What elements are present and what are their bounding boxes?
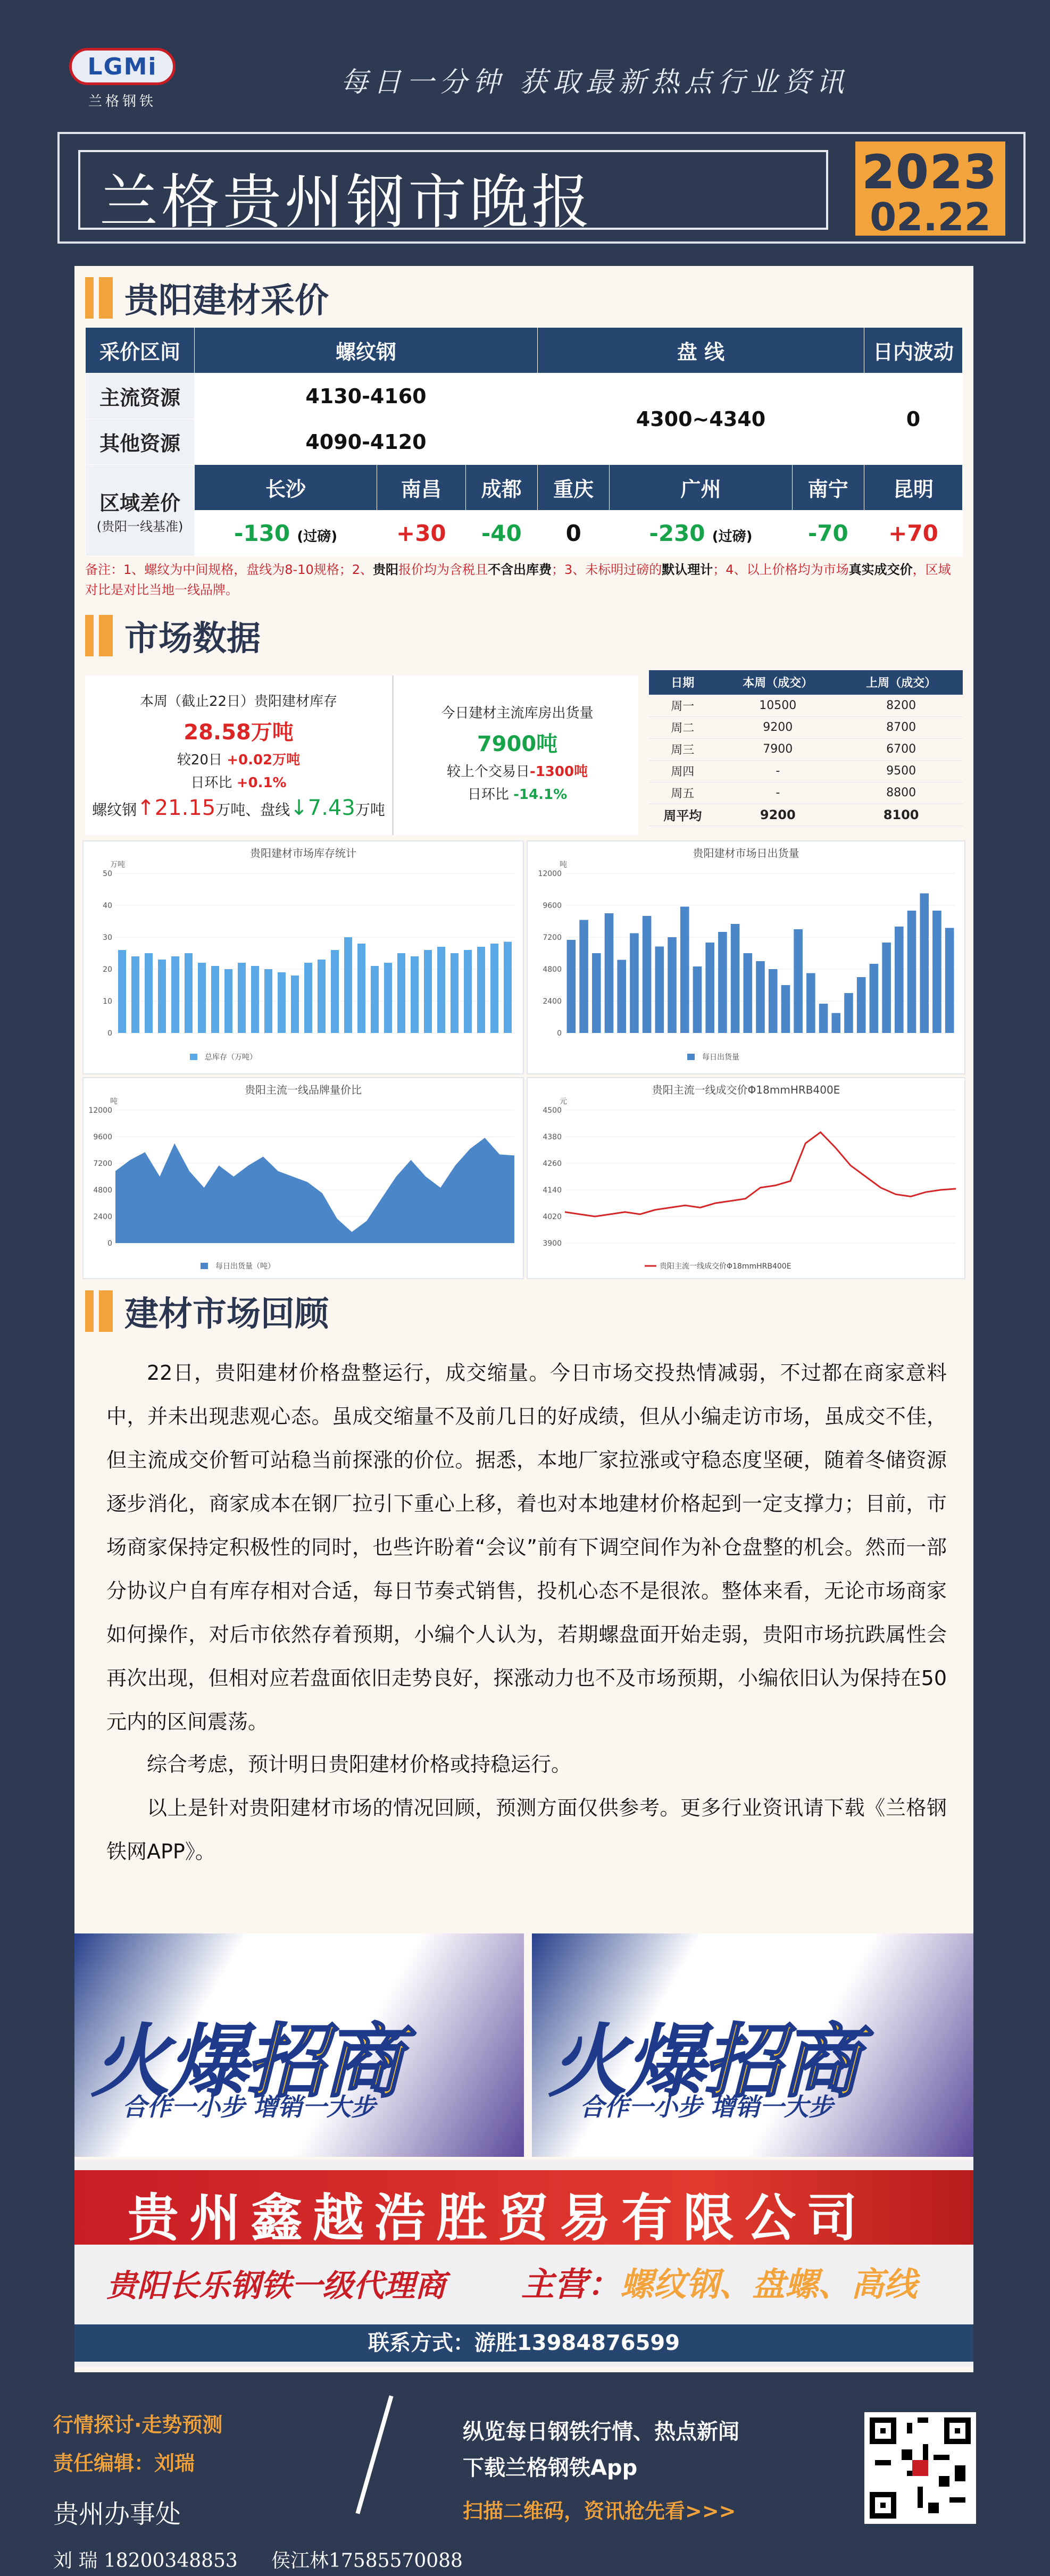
header-intraday: 日内波动 — [864, 328, 963, 373]
y-tick-label: 12000 — [538, 870, 562, 878]
y-tick-label: 9600 — [93, 1133, 112, 1141]
bar — [371, 966, 379, 1033]
legend-label: 每日出货量（吨） — [215, 1262, 275, 1271]
diff-changsha: -130 (过磅) — [195, 511, 377, 556]
bar — [211, 966, 219, 1033]
line-series — [565, 1132, 956, 1216]
legend-swatch — [687, 1054, 695, 1060]
inventory-dod: 日环比 +0.1% — [190, 775, 287, 791]
title-banner — [57, 132, 1026, 244]
bar — [397, 953, 405, 1033]
y-tick-label: 4800 — [543, 965, 562, 974]
inventory-summary — [85, 676, 394, 835]
intraday-change: 0 — [864, 373, 963, 465]
qr-code-icon[interactable] — [864, 2412, 976, 2524]
ad-slogan: 合作一小步 增销一大步 — [122, 2093, 376, 2121]
y-tick-label: 9600 — [543, 902, 562, 910]
shipment-label: 今日建材主流库房出货量 — [441, 705, 594, 721]
table-row: 周三 7900 6700 — [649, 738, 963, 760]
page-title: 兰格贵州钢市晚报 — [99, 168, 593, 236]
ad-company-banner[interactable] — [74, 2160, 973, 2367]
y-axis-unit: 吨 — [560, 861, 567, 869]
footer-contact-1: 刘 瑞 18200348853 — [53, 2550, 238, 2572]
bar — [451, 953, 459, 1033]
bar — [617, 960, 626, 1033]
region-label — [86, 465, 195, 556]
bar — [304, 963, 312, 1033]
ad-company-name: 贵州鑫越浩胜贸易有限公司 — [128, 2188, 868, 2248]
bar — [437, 947, 445, 1033]
y-tick-label: 0 — [107, 1239, 112, 1248]
bar — [731, 924, 740, 1033]
price-table — [85, 327, 963, 556]
bar — [185, 953, 193, 1033]
y-tick-label: 0 — [107, 1029, 112, 1038]
legend-swatch — [190, 1054, 197, 1060]
section-title: 市场数据 — [124, 619, 261, 658]
bar — [769, 969, 778, 1033]
date-badge — [853, 139, 1007, 238]
bar — [424, 950, 432, 1033]
stock-summary — [85, 676, 638, 835]
area-series — [115, 1138, 514, 1243]
ad-products: 主营：螺纹钢、盘螺、高线 — [521, 2265, 918, 2304]
bar — [806, 973, 815, 1033]
section-bar — [99, 615, 113, 656]
y-tick-label: 40 — [103, 902, 112, 910]
section-bar — [85, 615, 94, 656]
table-row: 周四 - 9500 — [649, 760, 963, 782]
shipment-dod: 日环比 -14.1% — [467, 787, 568, 803]
date-month-day: 02.22 — [870, 195, 991, 239]
diff-chengdu: -40 — [465, 511, 537, 556]
section-title: 贵阳建材采价 — [124, 281, 329, 321]
y-tick-label: 2400 — [543, 997, 562, 1006]
bar — [605, 913, 614, 1033]
bar — [357, 944, 365, 1033]
chart-title: 贵阳主流一线成交价Φ18mmHRB400E — [652, 1083, 840, 1096]
bar — [579, 920, 588, 1033]
row-label-other: 其他资源 — [86, 419, 195, 465]
city-kunming: 昆明 — [864, 465, 963, 511]
closing-paragraph: 以上是针对贵阳建材市场的情况回顾，预测方面仅供参考。更多行业资讯请下载《兰格钢铁网APP》。 — [106, 1796, 947, 1863]
wk-header: 上周（成交） — [839, 670, 963, 695]
wire-price: 4300~4340 — [537, 373, 864, 465]
y-tick-label: 50 — [103, 870, 112, 878]
section-title: 建材市场回顾 — [124, 1295, 329, 1334]
qr-code-graphic — [870, 2417, 971, 2519]
bar — [198, 963, 206, 1033]
price-trend-chart-svg — [528, 1078, 966, 1280]
y-tick-label: 4140 — [543, 1186, 562, 1195]
header-rebar: 螺纹钢 — [195, 328, 538, 373]
shipment-change: 较上个交易日-1300吨 — [446, 764, 588, 780]
section-bar — [99, 1290, 113, 1332]
bar — [131, 956, 139, 1033]
y-tick-label: 20 — [103, 965, 112, 974]
shipment-chart — [527, 840, 965, 1074]
table-row: 周平均 9200 8100 — [649, 804, 963, 826]
chart-title: 贵阳主流一线品牌量价比 — [245, 1083, 362, 1096]
ad-banner-left[interactable] — [74, 1933, 524, 2157]
bar — [945, 928, 954, 1033]
diff-nanchang: +30 — [377, 511, 465, 556]
bar — [278, 972, 286, 1033]
report-panel — [74, 266, 973, 2372]
bar — [668, 937, 677, 1033]
bar — [504, 942, 512, 1033]
ad-slogan: 合作一小步 增销一大步 — [580, 2093, 834, 2121]
logo-mark: LGMi — [69, 48, 176, 85]
inventory-value: 28.58万吨 — [184, 720, 294, 745]
bar — [794, 929, 803, 1033]
bar — [844, 993, 853, 1033]
y-tick-label: 2400 — [93, 1213, 112, 1221]
bar — [224, 969, 232, 1033]
y-tick-label: 4020 — [543, 1213, 562, 1221]
price-note: 备注：1、螺纹为中间规格，盘线为8-10规格；2、贵阳报价均为含税且不含出库费；3、未标明过磅的默认理计；4、以上价格均为市场真实成交价，区域对比是对比当地一线品牌。 — [85, 562, 951, 597]
bar — [643, 916, 652, 1033]
bar — [477, 947, 485, 1033]
bar — [857, 977, 866, 1033]
bar — [158, 960, 166, 1033]
city-guangzhou: 广州 — [610, 465, 792, 511]
footer-contact-2: 侯江林17585570088 — [271, 2550, 463, 2572]
region-label-sub: (贵阳一线基准) — [96, 519, 184, 534]
y-tick-label: 0 — [557, 1029, 562, 1038]
bar — [932, 911, 941, 1033]
y-tick-label: 3900 — [543, 1239, 562, 1248]
legend-label: 贵阳主流一线成交价Φ18mmHRB400E — [660, 1262, 791, 1271]
ad-banner-right[interactable] — [532, 1933, 973, 2157]
city-chongqing: 重庆 — [537, 465, 609, 511]
bar — [819, 1004, 828, 1033]
bar — [756, 961, 765, 1033]
y-tick-label: 4260 — [543, 1160, 562, 1168]
bar — [171, 956, 179, 1033]
bar — [264, 969, 272, 1033]
city-chengdu: 成都 — [465, 465, 537, 511]
header-range: 采价区间 — [86, 328, 195, 373]
table-row: 周二 9200 8700 — [649, 716, 963, 738]
y-tick-label: 4800 — [93, 1186, 112, 1195]
header-wire: 盘 线 — [537, 328, 864, 373]
bar — [680, 907, 689, 1033]
y-axis-unit: 吨 — [110, 1097, 118, 1106]
section-bar — [99, 277, 113, 319]
diff-guangzhou: -230 (过磅) — [610, 511, 792, 556]
bar — [831, 1013, 840, 1033]
forecast-paragraph: 综合考虑，预计明日贵阳建材价格或持稳运行。 — [147, 1753, 572, 1776]
legend-swatch — [201, 1263, 208, 1269]
bar — [743, 953, 752, 1033]
bar — [384, 963, 392, 1033]
logo — [69, 48, 197, 112]
weekly-deals-table — [649, 670, 963, 826]
date-year: 2023 — [862, 146, 998, 199]
bar — [895, 927, 904, 1033]
bar — [630, 933, 639, 1033]
bar — [718, 932, 727, 1033]
y-tick-label: 12000 — [88, 1106, 112, 1115]
logo-subtitle: 兰格钢铁 — [88, 94, 156, 110]
bar — [118, 950, 126, 1033]
bar — [411, 956, 419, 1033]
bar — [331, 950, 339, 1033]
table-row: 周五 - 8800 — [649, 782, 963, 804]
bar — [705, 943, 714, 1033]
shipment-value: 7900吨 — [477, 732, 558, 756]
diff-chongqing: 0 — [537, 511, 609, 556]
bar — [344, 937, 352, 1033]
city-nanchang: 南昌 — [377, 465, 465, 511]
y-tick-label: 7200 — [93, 1160, 112, 1168]
footer-editor: 责任编辑：刘瑞 — [53, 2452, 195, 2475]
y-tick-label: 10 — [103, 997, 112, 1006]
bar — [920, 894, 929, 1033]
bar — [464, 950, 472, 1033]
region-label-text: 区域差价 — [99, 491, 180, 515]
legend-label: 每日出货量 — [702, 1053, 739, 1062]
section-header-prices — [85, 274, 329, 322]
bar — [291, 976, 299, 1033]
ad-contact: 联系方式：游胜13984876599 — [74, 2324, 973, 2362]
legend-label: 总库存（万吨） — [205, 1053, 257, 1062]
section-header-market — [85, 612, 261, 660]
tagline: 每日一分钟 获取最新热点行业资讯 — [340, 66, 849, 98]
diff-nanning: -70 — [792, 511, 864, 556]
ad-agent-text: 贵阳长乐钢铁一级代理商 — [106, 2267, 446, 2304]
bar — [490, 944, 498, 1033]
chart-title: 贵阳建材市场日出货量 — [693, 847, 799, 860]
bar — [870, 964, 879, 1033]
shipment-summary — [396, 676, 638, 835]
rebar-main-price: 4130-4160 — [195, 373, 538, 419]
inventory-chart — [82, 840, 524, 1074]
bar — [567, 940, 576, 1033]
diff-kunming: +70 — [864, 511, 963, 556]
bar — [145, 953, 153, 1033]
volume-price-chart-svg — [84, 1078, 525, 1280]
bar — [251, 966, 259, 1033]
bar — [655, 947, 664, 1033]
y-tick-label: 7200 — [543, 933, 562, 942]
city-changsha: 长沙 — [195, 465, 377, 511]
y-tick-label: 4500 — [543, 1106, 562, 1115]
rebar-other-price: 4090-4120 — [195, 419, 538, 465]
wk-header: 本周（成交） — [716, 670, 839, 695]
bar — [318, 960, 326, 1033]
bar — [781, 985, 790, 1033]
section-bar — [85, 1290, 94, 1332]
city-nanning: 南宁 — [792, 465, 864, 511]
shipment-chart-svg — [528, 841, 966, 1076]
price-trend-chart — [527, 1077, 965, 1279]
table-row: 周一 10500 8200 — [649, 695, 963, 716]
footer-promo-1: 纵览每日钢铁行情、热点新闻 — [463, 2420, 739, 2444]
bar — [882, 943, 891, 1033]
inventory-breakdown: 螺纹钢↑21.15万吨、盘线↓7.43万吨 — [92, 796, 385, 820]
inventory-label: 本周（截止22日）贵阳建材库存 — [139, 694, 338, 710]
section-header-review — [85, 1287, 329, 1335]
review-paragraph: 22日，贵阳建材价格盘整运行，成交缩量。今日市场交投热情减弱，不过都在商家意料中，并未出现悲观心态。虽成交缩量不及前几日的好成绩，但从小编走访市场，虽成交不佳，但主流成交价暂可站稳当前探涨的价位。据悉，本地厂家拉涨或守稳态度坚硬，随着冬储资源逐步消化，商家成本在钢厂拉引下重心上移，着也对本地建材价格起到一定支撑力；目前，市场商家保持定积极性的同时，也些许盼着“会议”前有下调空间作为补仓盘整的机会。然而一部分协议户自有库存相对合适，每日节奏式销售，投机心态不是很浓。整体来看，无论市场商家如何操作，对后市依然存着预期，小编个人认为，若期螺盘面开始走弱，贵阳市场抗跌属性会再次出现，但相对应若盘面依旧走势良好，探涨动力也不及市场预期，小编依旧认为保持在50元内的区间震荡。 — [106, 1361, 947, 1733]
wk-header: 日期 — [649, 670, 716, 695]
bar — [907, 911, 916, 1033]
y-tick-label: 4380 — [543, 1133, 562, 1141]
ad-headline: 火爆招商 — [548, 2016, 859, 2108]
footer-scan-prompt[interactable]: 扫描二维码，资讯抢先看>>> — [463, 2499, 736, 2523]
chart-title: 贵阳建材市场库存统计 — [250, 847, 356, 860]
y-axis-unit: 万吨 — [110, 861, 125, 869]
y-axis-unit: 元 — [560, 1097, 567, 1106]
ad-headline: 火爆招商 — [90, 2016, 402, 2108]
bar — [693, 966, 702, 1033]
inventory-change: 较20日 +0.02万吨 — [177, 752, 301, 768]
inventory-chart-svg — [84, 841, 525, 1076]
bar — [238, 963, 246, 1033]
footer-divider — [355, 2395, 393, 2514]
row-label-main: 主流资源 — [86, 373, 195, 419]
volume-price-chart — [82, 1077, 524, 1279]
section-bar — [85, 277, 94, 319]
footer-office: 贵州办事处 — [53, 2499, 181, 2529]
footer-promo-2: 下载兰格钢铁App — [463, 2456, 638, 2480]
y-tick-label: 30 — [103, 933, 112, 942]
footer-topic: 行情探讨·走势预测 — [53, 2413, 223, 2437]
bar — [592, 953, 601, 1033]
